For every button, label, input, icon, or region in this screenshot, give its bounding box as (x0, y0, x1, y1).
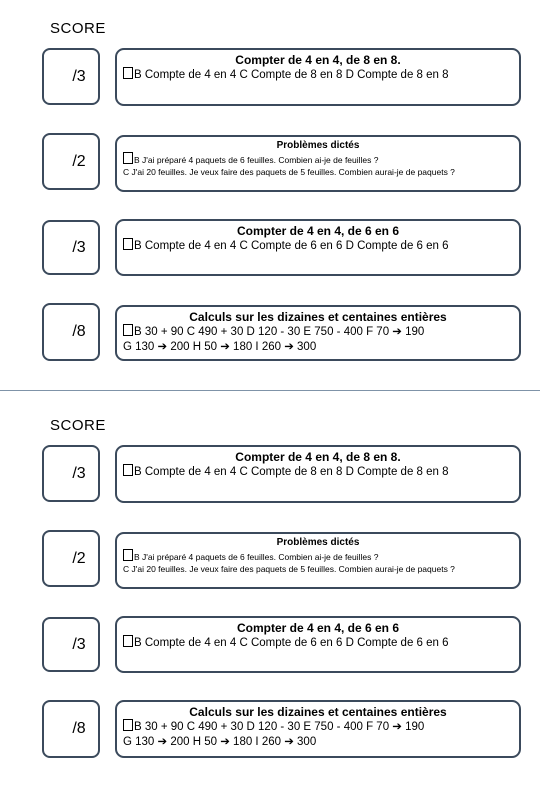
box-icon (123, 719, 133, 731)
score-value: /8 (72, 720, 86, 737)
exercise-line: B 30 + 90 C 490 + 30 D 120 - 30 E 750 - 400 F 70 ➔ 190 (123, 324, 513, 340)
exercise-line: B J'ai préparé 4 paquets de 6 feuilles. Combien ai-je de feuilles ? (123, 549, 513, 563)
score-value: /3 (72, 635, 86, 653)
exercise-card-counting-4-6 (115, 219, 521, 276)
score-box (42, 133, 100, 190)
exercise-line: G 130 ➔ 200 H 50 ➔ 180 I 260 ➔ 300 (123, 341, 317, 353)
exercise-line: B Compte de 4 en 4 C Compte de 8 en 8 D Compte de 8 en 8 (123, 464, 513, 480)
exercise-card-tens-hundreds (115, 700, 521, 758)
exercise-title: Problèmes dictés (276, 537, 360, 548)
box-icon (123, 464, 133, 476)
score-box (42, 48, 100, 105)
score-sheet-1 (0, 0, 540, 390)
score-value: /8 (72, 323, 86, 340)
score-box (42, 303, 100, 361)
score-value: /3 (72, 464, 86, 482)
exercise-line: B Compte de 4 en 4 C Compte de 6 en 6 D Compte de 6 en 6 (123, 238, 513, 254)
exercise-line: B J'ai préparé 4 paquets de 6 feuilles. Combien ai-je de feuilles ? (123, 152, 513, 166)
exercise-title: Compter de 4 en 4, de 6 en 6 (236, 621, 400, 635)
score-value: /3 (72, 238, 86, 256)
exercise-line: C J'ai 20 feuilles. Je veux faire des paquets de 5 feuilles. Combien aurai-je de paquets ? (123, 167, 455, 177)
score-label: SCORE (50, 417, 106, 434)
exercise-line: G 130 ➔ 200 H 50 ➔ 180 I 260 ➔ 300 (123, 736, 317, 748)
exercise-card-counting-4-6 (115, 616, 521, 673)
exercise-line: B Compte de 4 en 4 C Compte de 6 en 6 D Compte de 6 en 6 (123, 635, 513, 651)
score-sheet-2 (0, 397, 540, 787)
box-icon (123, 635, 133, 647)
score-label: SCORE (50, 20, 106, 37)
exercise-title: Problèmes dictés (276, 140, 360, 151)
page-divider (0, 390, 540, 391)
score-box (42, 445, 100, 502)
exercise-line: C J'ai 20 feuilles. Je veux faire des paquets de 5 feuilles. Combien aurai-je de paquets ? (123, 564, 455, 574)
box-icon (123, 324, 133, 336)
score-box (42, 220, 100, 275)
box-icon (123, 152, 133, 164)
exercise-line: B 30 + 90 C 490 + 30 D 120 - 30 E 750 - 400 F 70 ➔ 190 (123, 719, 513, 735)
score-value: /2 (72, 152, 86, 170)
exercise-card-dictated-problems (115, 532, 521, 589)
score-box (42, 700, 100, 758)
score-box (42, 617, 100, 672)
exercise-title: Calculs sur les dizaines et centaines entières (189, 705, 447, 719)
exercise-title: Compter de 4 en 4, de 8 en 8. (235, 53, 401, 67)
exercise-card-dictated-problems (115, 135, 521, 192)
exercise-card-counting-4-8 (115, 48, 521, 106)
score-box (42, 530, 100, 587)
box-icon (123, 549, 133, 561)
score-value: /3 (72, 67, 86, 85)
box-icon (123, 238, 133, 250)
exercise-title: Compter de 4 en 4, de 8 en 8. (235, 450, 401, 464)
exercise-title: Calculs sur les dizaines et centaines entières (189, 310, 447, 324)
exercise-title: Compter de 4 en 4, de 6 en 6 (236, 224, 400, 238)
exercise-card-tens-hundreds (115, 305, 521, 361)
exercise-card-counting-4-8 (115, 445, 521, 503)
score-value: /2 (72, 549, 86, 567)
exercise-line: B Compte de 4 en 4 C Compte de 8 en 8 D Compte de 8 en 8 (123, 67, 513, 83)
box-icon (123, 67, 133, 79)
